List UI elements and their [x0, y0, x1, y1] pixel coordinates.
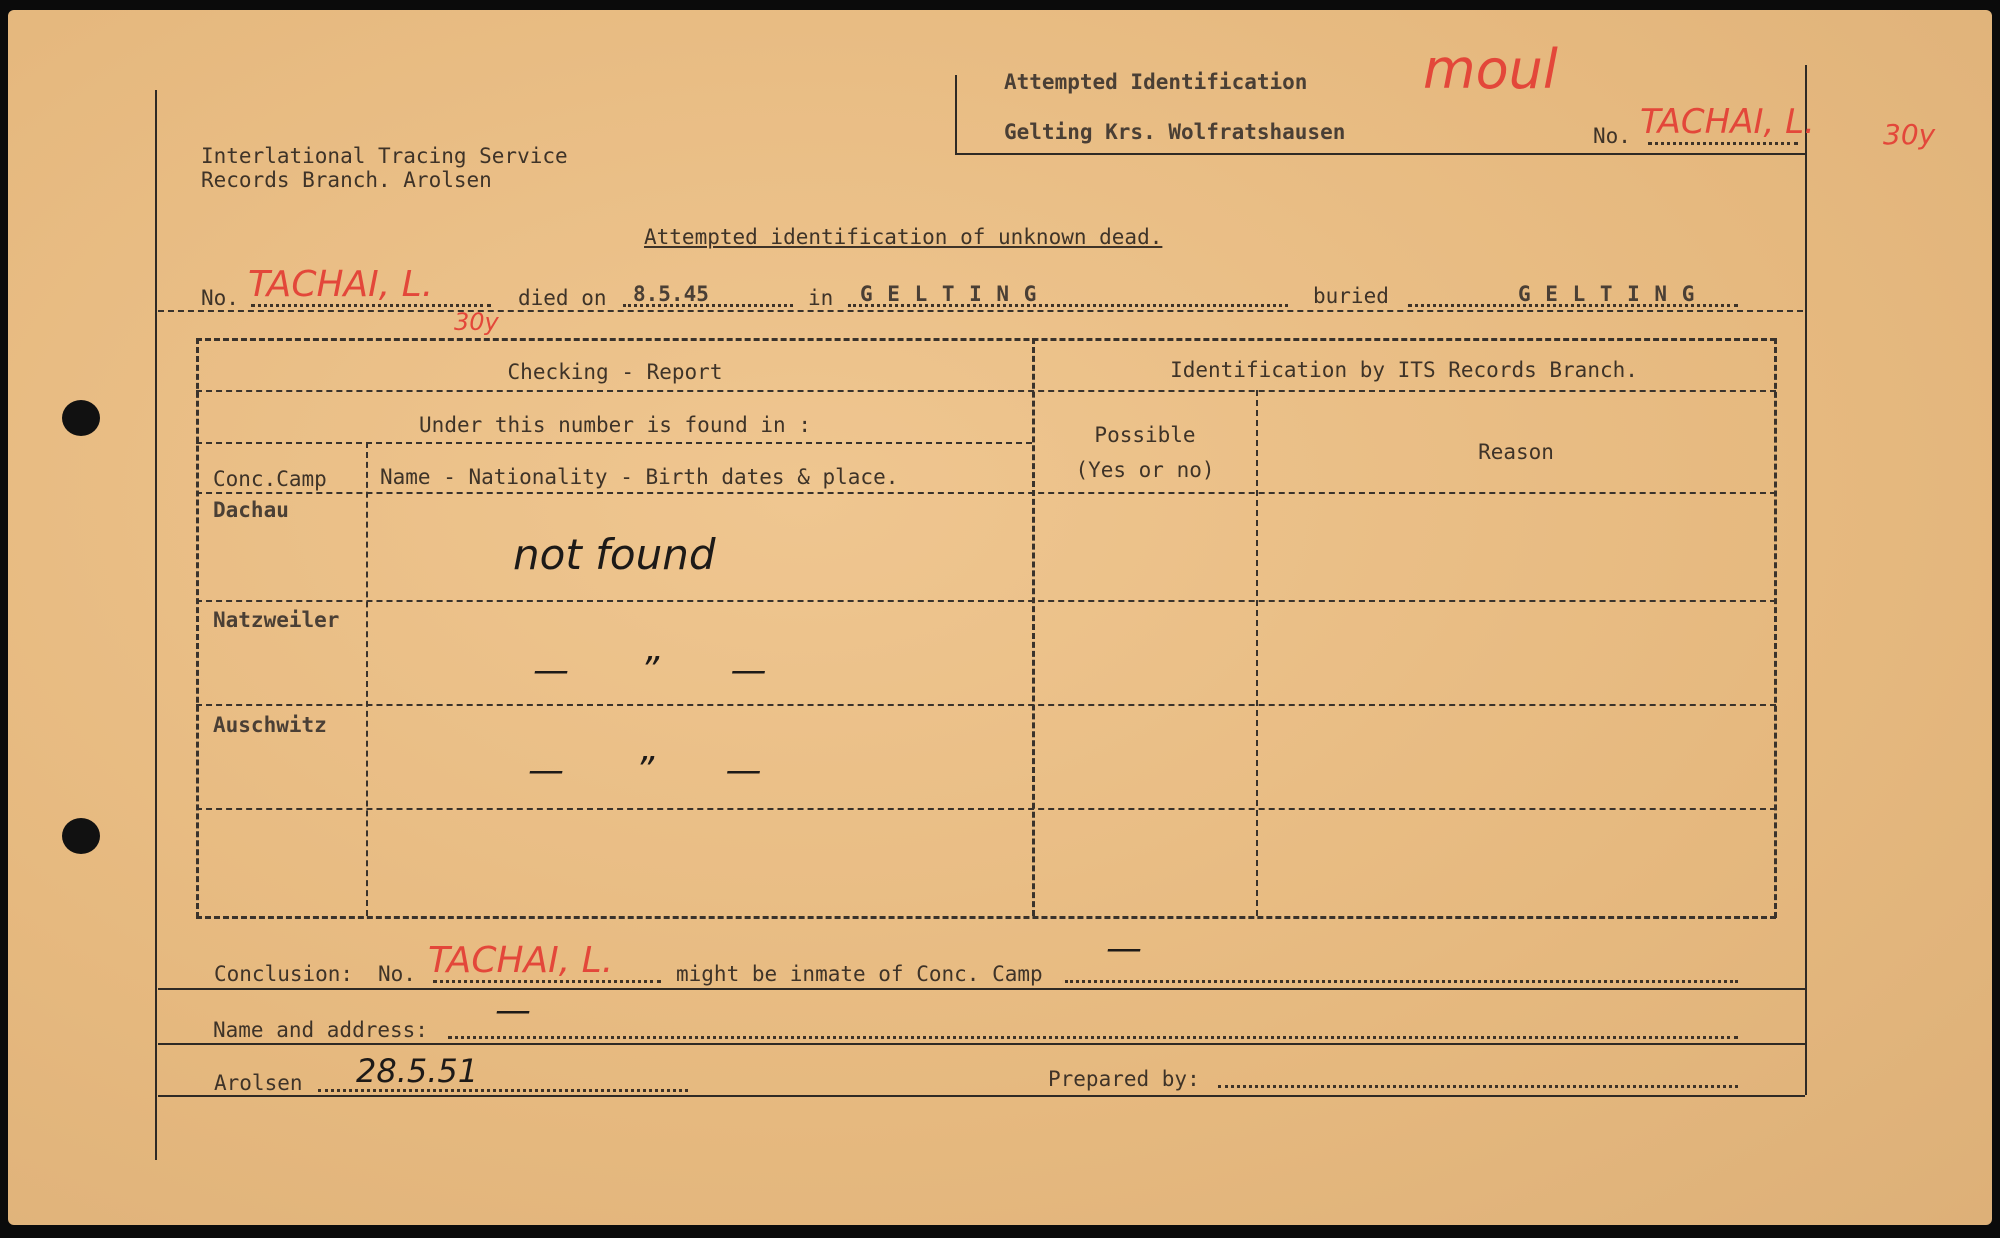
- form-age-note: 30y: [454, 308, 499, 336]
- row-rule-1: [196, 600, 1776, 602]
- col-camp-header: Conc.Camp: [213, 467, 327, 491]
- conclusion-no-value: TACHAI, L.: [428, 940, 614, 981]
- row-rule-2: [196, 704, 1776, 706]
- header-box-left: [955, 75, 957, 155]
- table-header-rule: [196, 390, 1776, 392]
- inmate-label: might be inmate of Conc. Camp: [676, 962, 1043, 986]
- name-address-rule: [158, 1043, 1805, 1045]
- row-entry-auschwitz: — ” —: [528, 750, 792, 791]
- table-right-border: [1774, 338, 1777, 918]
- table-colheader-rule: [196, 492, 1776, 494]
- row-entry-natzweiler: — ” —: [533, 650, 797, 691]
- col-possible-line1: Possible: [1094, 423, 1196, 447]
- conclusion-rule: [158, 988, 1805, 990]
- died-value: 8.5.45: [633, 282, 709, 306]
- table-top-border: [196, 338, 1776, 341]
- place-label: Arolsen: [214, 1071, 303, 1095]
- header-age-note: 30y: [1883, 118, 1936, 151]
- col-reason-header: Reason: [1478, 440, 1554, 464]
- checking-report-header: Checking - Report: [507, 360, 723, 384]
- tracing-card: [8, 10, 1992, 1225]
- form-no-value: TACHAI, L.: [248, 264, 434, 305]
- form-title: Attempted identification of unknown dead.: [644, 225, 1163, 249]
- buried-value: G E L T I N G: [1518, 282, 1696, 306]
- header-no-value: TACHAI, L.: [1640, 102, 1815, 142]
- row-camp-natzweiler: Natzweiler: [213, 608, 340, 632]
- prepared-dots: [1218, 1085, 1738, 1088]
- under-number-header: Under this number is found in :: [419, 413, 811, 437]
- form-rule: [158, 310, 1803, 312]
- row-entry-dachau: not found: [513, 530, 716, 579]
- row-rule-3: [196, 808, 1776, 810]
- org-line-1: Interlational Tracing Service: [201, 144, 568, 168]
- attempted-identification-title: Attempted Identification: [1004, 70, 1308, 94]
- header-no-dots: [1648, 142, 1798, 145]
- identification-header: Identification by ITS Records Branch.: [1170, 358, 1638, 382]
- col-name-header: Name - Nationality - Birth dates & place.: [380, 465, 899, 489]
- form-no-label: No.: [201, 286, 239, 310]
- org-line-2: Records Branch. Arolsen: [201, 168, 492, 192]
- footer-bottom-rule: [158, 1095, 1805, 1097]
- location-text: Gelting Krs. Wolfratshausen: [1004, 120, 1346, 144]
- in-value: G E L T I N G: [860, 282, 1038, 306]
- left-margin-line: [155, 90, 157, 1160]
- header-stamp: moul: [1423, 38, 1558, 101]
- table-subheader-rule: [196, 442, 1032, 444]
- col-divider-reason: [1256, 390, 1258, 916]
- punch-hole-bottom: [62, 818, 100, 854]
- name-address-label: Name and address:: [213, 1018, 428, 1042]
- conclusion-no-label: No.: [378, 962, 416, 986]
- col-divider-camp: [366, 442, 368, 916]
- in-label: in: [808, 286, 834, 310]
- prepared-label: Prepared by:: [1048, 1067, 1200, 1091]
- row-camp-auschwitz: Auschwitz: [213, 713, 327, 737]
- row-camp-dachau: Dachau: [213, 498, 289, 522]
- col-possible-line2: (Yes or no): [1075, 458, 1215, 482]
- died-label: died on: [518, 286, 607, 310]
- inmate-value: —: [1106, 928, 1142, 969]
- name-address-dots: [448, 1036, 1738, 1039]
- buried-label: buried: [1313, 284, 1389, 308]
- right-border-line: [1805, 65, 1807, 1095]
- inmate-dots: [1065, 980, 1738, 983]
- name-address-value: —: [495, 990, 531, 1031]
- punch-hole-top: [62, 400, 100, 436]
- table-bottom-border: [196, 916, 1776, 919]
- header-no-label: No.: [1593, 124, 1631, 148]
- header-box-bottom: [955, 153, 1805, 155]
- date-value: 28.5.51: [356, 1052, 479, 1090]
- conclusion-label: Conclusion:: [214, 962, 354, 986]
